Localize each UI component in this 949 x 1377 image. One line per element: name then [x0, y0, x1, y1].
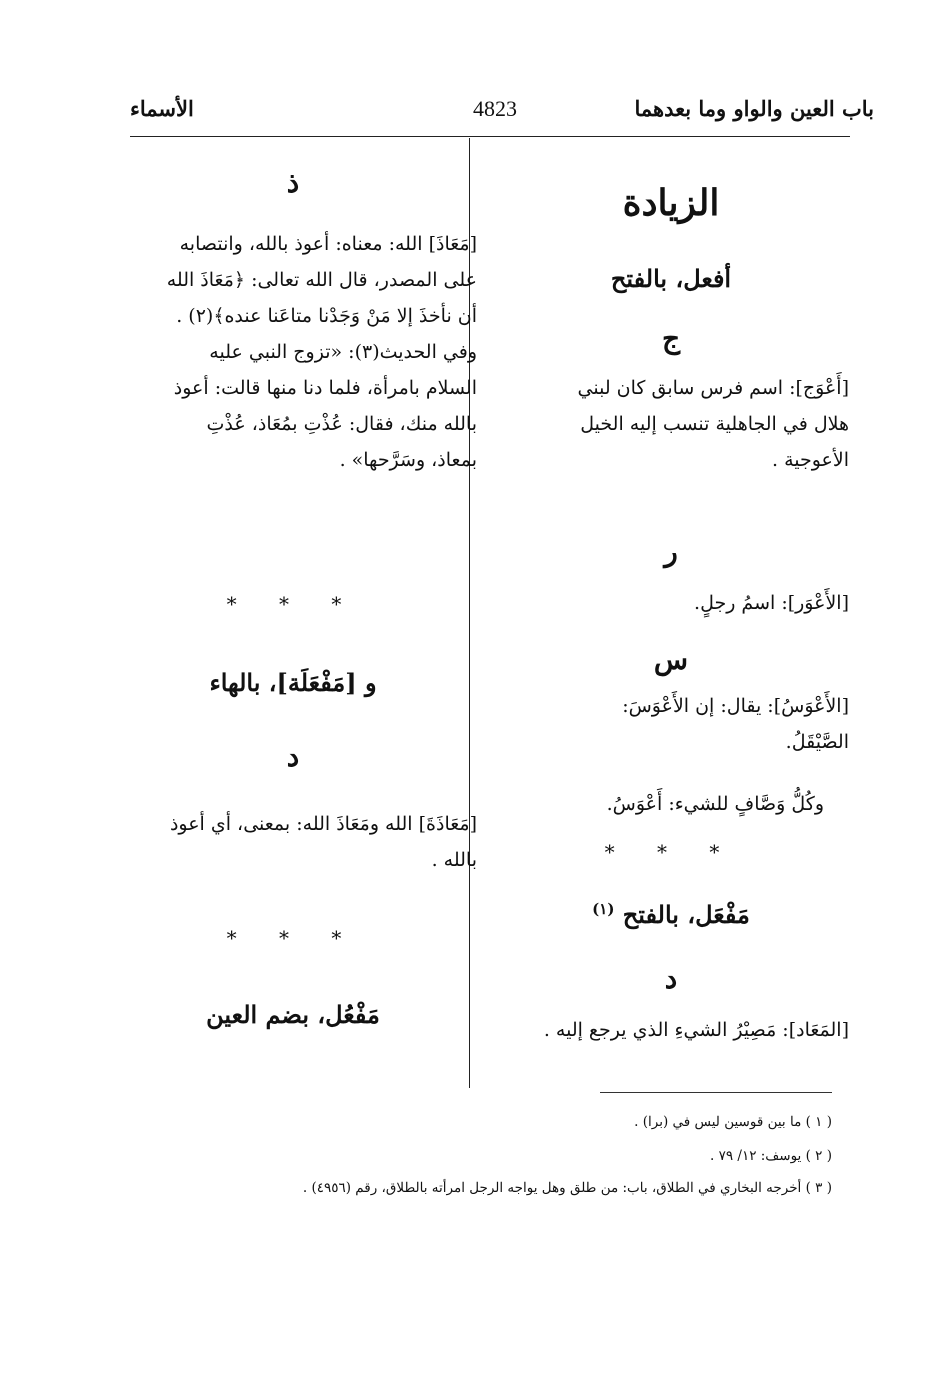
- entry-awas-line-2: الصَّيْقَلُ.: [785, 731, 849, 753]
- entry-awaj-line-2: هلال في الجاهلية تنسب إليه الخيل: [580, 413, 849, 435]
- entry-awaj: [493, 370, 849, 478]
- footnote-rule: [600, 1092, 832, 1093]
- entry-maadha: [109, 806, 477, 878]
- letter-heading-sin: س: [653, 643, 689, 676]
- page-number: 4823: [473, 96, 517, 121]
- entry-awas: [493, 688, 849, 760]
- entry-maadh: [109, 226, 477, 478]
- separator-stars: * * *: [226, 926, 360, 950]
- entry-maadha-line-2: بالله .: [431, 849, 477, 871]
- pattern-heading-mafal-text: مَفْعَل، بالفتح: [622, 900, 750, 929]
- pattern-heading-mafoul: مَفْعُل، بضم العين: [206, 1000, 380, 1029]
- footnote-ref-1: (١): [592, 900, 615, 918]
- entry-awas-2: وكُلُّ وَصَّافٍ للشيء: أَعْوَسُ.: [606, 793, 824, 815]
- entry-maadha-line-1: [مَعَاذَةَ] الله ومَعَاذَ الله: بمعنى، أي أعوذ: [169, 813, 477, 835]
- entry-awas-line-1: [الأَعْوَسُ]: يقال: إن الأَعْوَسَ:: [622, 695, 849, 717]
- entry-maadh-line-5: السلام بامرأة، فلما دنا منها قالت: أعوذ: [173, 377, 477, 399]
- letter-heading-dhal: ذ: [286, 166, 300, 199]
- footnote-1: ( ١ ) ما بين قوسين ليس في (برا) .: [634, 1114, 832, 1130]
- entry-maadh-line-3: أن نأخذَ إلا مَنْ وَجَدْنا متاعَنا عنده﴾(٢) .: [176, 305, 477, 327]
- header-rule: [130, 136, 850, 137]
- running-head-chapter: باب العين والواو وما بعدهما: [634, 96, 874, 121]
- running-head-section: الأسماء: [130, 96, 194, 121]
- footnote-3: ( ٣ ) أخرجه البخاري في الطلاق، باب: من طلق وهل يواجه الرجل امرأته بالطلاق، رقم (٤٩٥٦) .: [302, 1180, 832, 1196]
- entry-awar: [الأَعْوَر]: اسمُ رجلٍ.: [694, 592, 849, 614]
- entry-maadh-line-6: بالله منك، فقال: عُذْتِ بمُعَاذ، عُذْتِ: [206, 413, 477, 435]
- separator-stars: * * *: [226, 592, 360, 616]
- letter-heading-ra: ر: [664, 535, 678, 568]
- entry-maad: [المَعَاد]: مَصِيْرُ الشيءِ الذي يرجع إليه .: [543, 1019, 849, 1041]
- entry-awaj-line-3: الأعوجية .: [771, 449, 849, 471]
- entry-maadh-line-4: وفي الحديث(٣): «تزوج النبي عليه: [209, 341, 477, 363]
- entry-awaj-line-1: [أَعْوَج]: اسم فرس سابق كان لبني: [577, 377, 849, 399]
- pattern-heading-afal: أفعل، بالفتح: [610, 264, 732, 293]
- entry-maadh-line-7: بمعاذ، وسَرَّحها» .: [339, 449, 477, 471]
- letter-heading-dal-left: د: [286, 740, 300, 773]
- pattern-heading-mafal: [493, 900, 849, 929]
- letter-heading-dal: د: [664, 962, 678, 995]
- pattern-heading-mafala: و [مَفْعَلَة]، بالهاء: [209, 668, 377, 697]
- section-title: الزيادة: [622, 182, 720, 224]
- footnote-2: ( ٢ ) يوسف: ١٢/ ٧٩ .: [709, 1148, 832, 1164]
- letter-heading-jim: ج: [661, 322, 681, 355]
- entry-maadh-line-2: على المصدر، قال الله تعالى: ﴿مَعَاذَ الله: [166, 269, 477, 291]
- entry-maadh-line-1: [مَعَاذَ] الله: معناه: أعوذ بالله، وانتصابه: [179, 233, 477, 255]
- separator-stars: * * *: [604, 840, 738, 864]
